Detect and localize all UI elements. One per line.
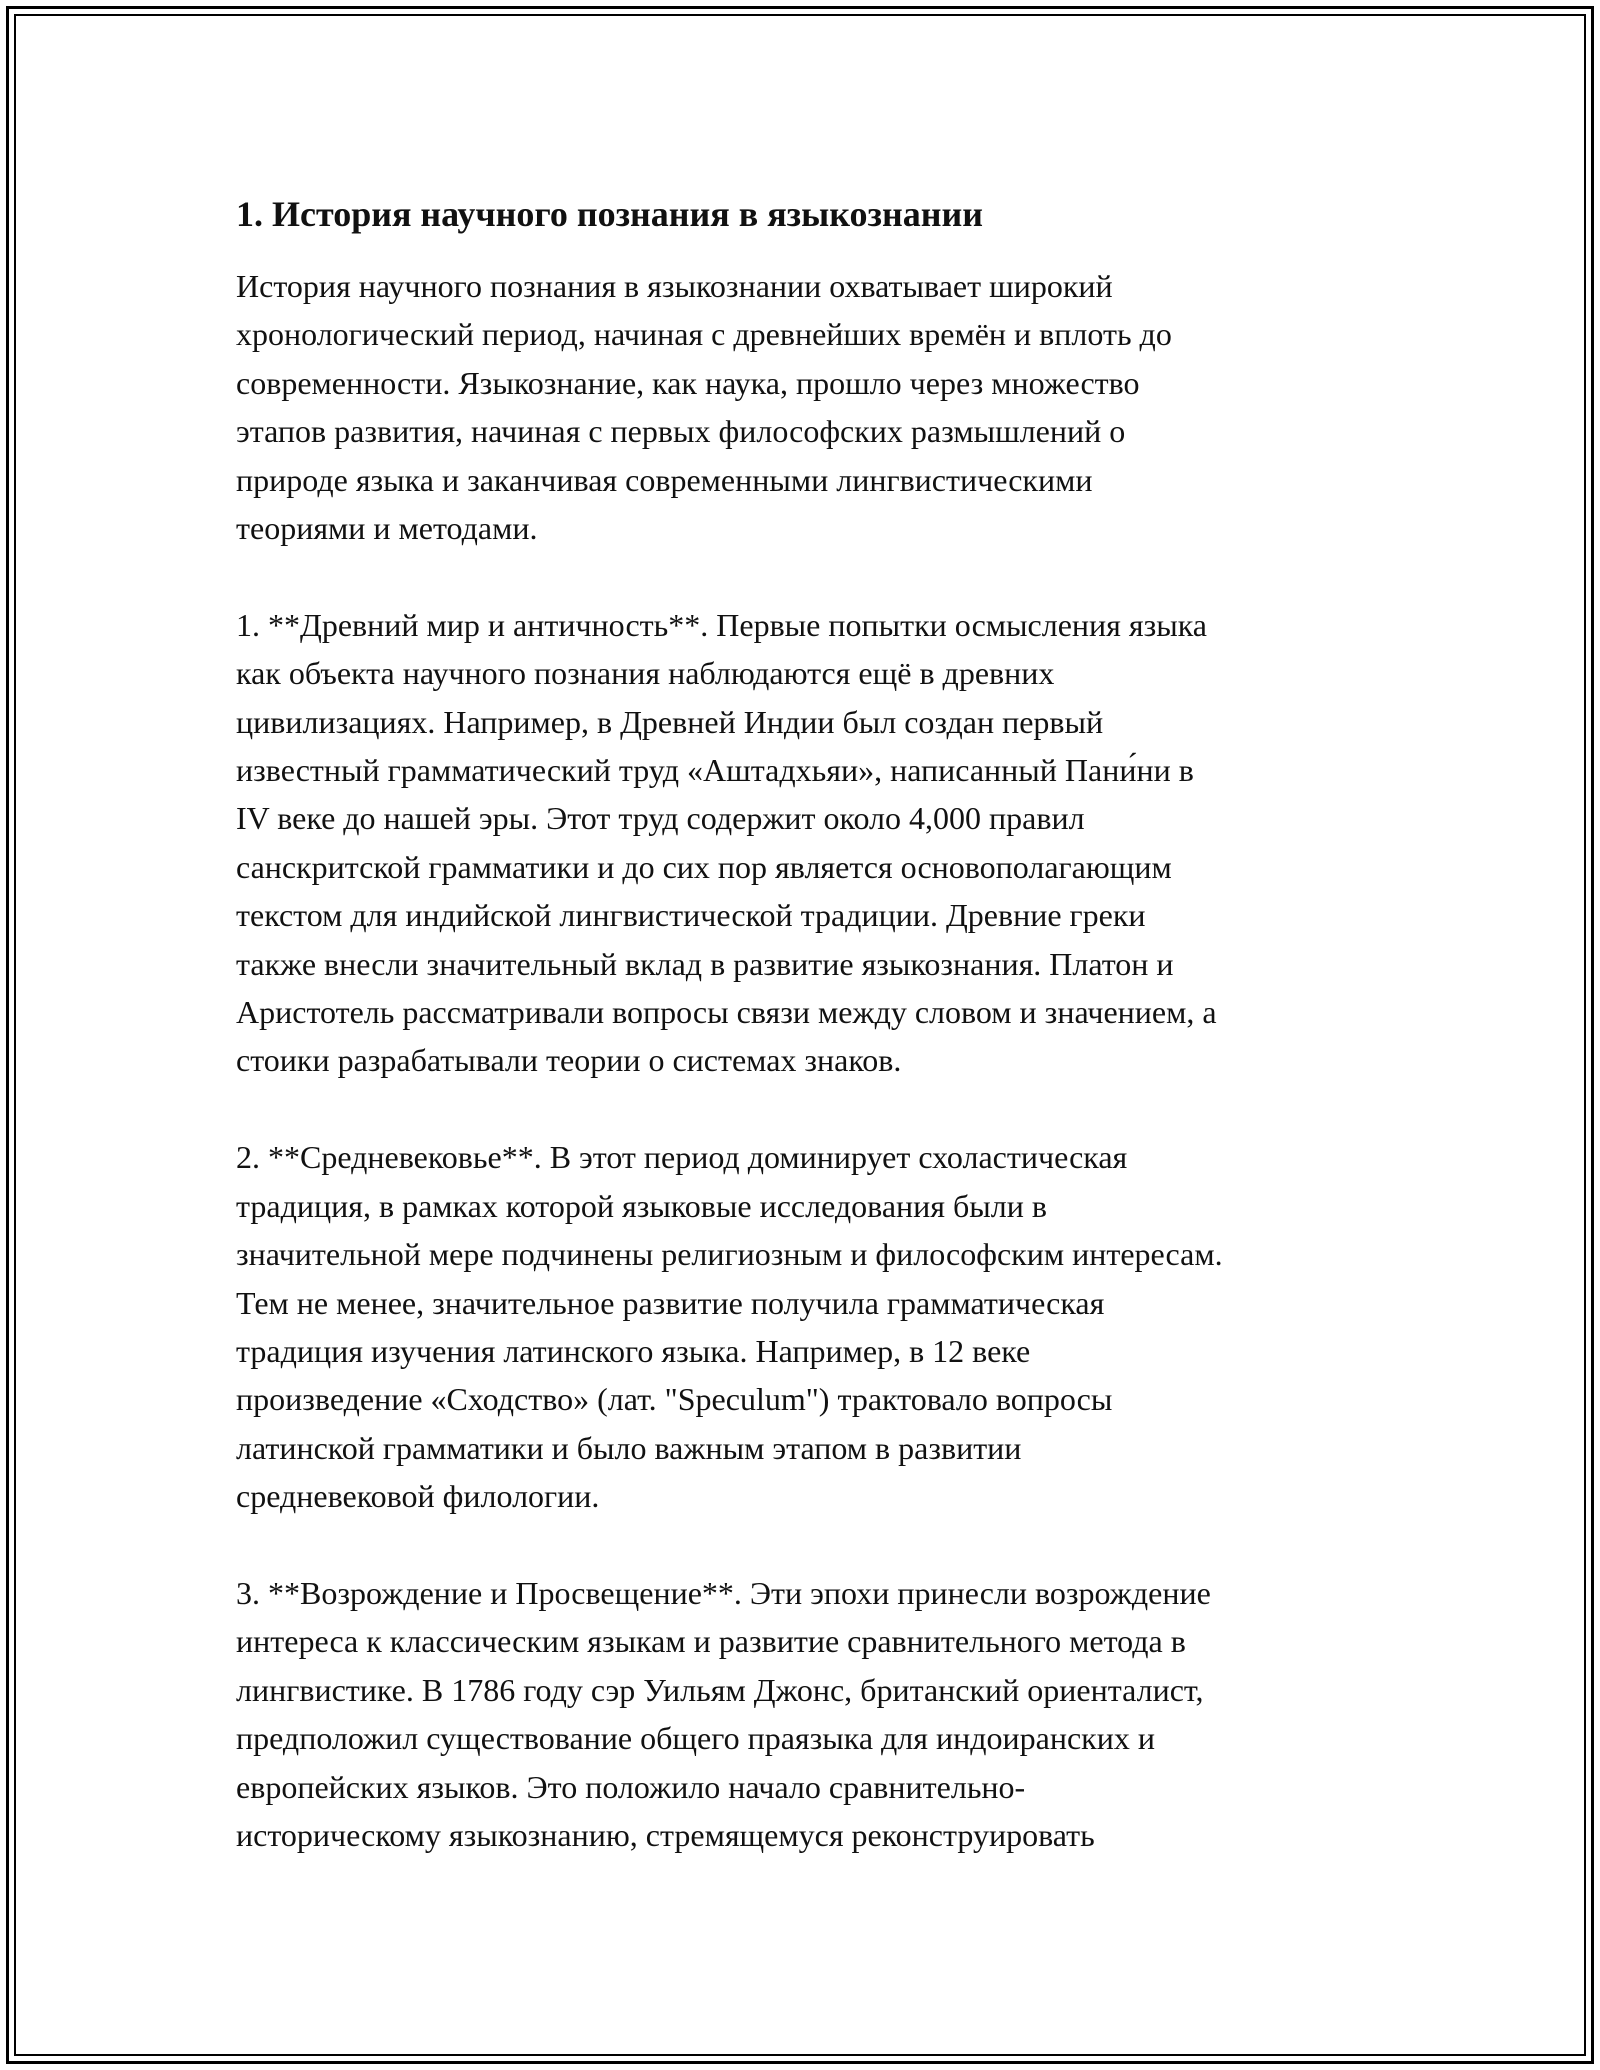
text-line: европейских языков. Это положило начало сравнительно- [236,1768,1026,1805]
text-line: также внесли значительный вклад в развитие языкознания. Платон и [236,945,1174,982]
text-line: 2. **Средневековье**. В этот период доминирует схоластическая [236,1139,1128,1176]
text-line: этапов развития, начиная с первых философских размышлений о [236,413,1126,450]
text-line: История научного познания в языкознании охватывает широкий [236,268,1113,304]
text-line: интереса к классическим языкам и развитие сравнительного метода в [236,1623,1186,1660]
text-line: Аристотель рассматривали вопросы связи между словом и значением, а [236,994,1217,1031]
paragraph-ancient-world [236,601,1386,1085]
text-line: как объекта научного познания наблюдаются ещё в древних [236,655,1055,692]
text-line: лингвистике. В 1786 году сэр Уильям Джонс, британский ориенталист, [236,1671,1204,1708]
paragraph-middle-ages [236,1133,1386,1520]
text-line: IV веке до нашей эры. Этот труд содержит около 4,000 правил [236,800,1085,837]
section-heading: 1. История научного познания в языкознании [236,194,983,234]
text-line: стоики разрабатывали теории о системах знаков. [236,1042,902,1079]
text-line: средневековой филологии. [236,1478,600,1515]
text-line: историческому языкознанию, стремящемуся реконструировать [236,1816,1095,1853]
text-line: 1. **Древний мир и античность**. Первые попытки осмысления языка [236,606,1207,643]
text-line: традиция, в рамках которой языковые исследования были в [236,1187,1047,1224]
text-line: теориями и методами. [236,510,538,547]
text-line: хронологический период, начиная с древнейших времён и вплоть до [236,316,1172,353]
text-line: 3. **Возрождение и Просвещение**. Эти эпохи принесли возрождение [236,1574,1211,1611]
paragraph-intro [236,262,1386,552]
text-line: произведение «Сходство» (лат. "Speculum") трактовало вопросы [236,1381,1113,1418]
text-line: Тем не менее, значительное развитие получила грамматическая [236,1284,1105,1321]
text-line: цивилизациях. Например, в Древней Индии был создан первый [236,703,1104,740]
text-line: латинской грамматики и было важным этапом в развитии [236,1429,1022,1466]
document-body [236,186,1386,1908]
text-line: природе языка и заканчивая современными лингвистическими [236,461,1093,498]
text-line: известный грамматический труд «Аштадхьяи», написанный Пани́ни в [236,752,1194,789]
text-line: санскритской грамматики и до сих пор является основополагающим [236,848,1172,885]
text-line: значительной мере подчинены религиозным и философским интересам. [236,1236,1223,1273]
text-line: современности. Языкознание, как наука, прошло через множество [236,364,1140,401]
text-line: предположил существование общего праязыка для индоиранских и [236,1720,1155,1757]
text-line: текстом для индийской лингвистической традиции. Древние греки [236,897,1146,934]
paragraph-renaissance [236,1569,1386,1859]
text-line: традиция изучения латинского языка. Например, в 12 веке [236,1332,1031,1369]
